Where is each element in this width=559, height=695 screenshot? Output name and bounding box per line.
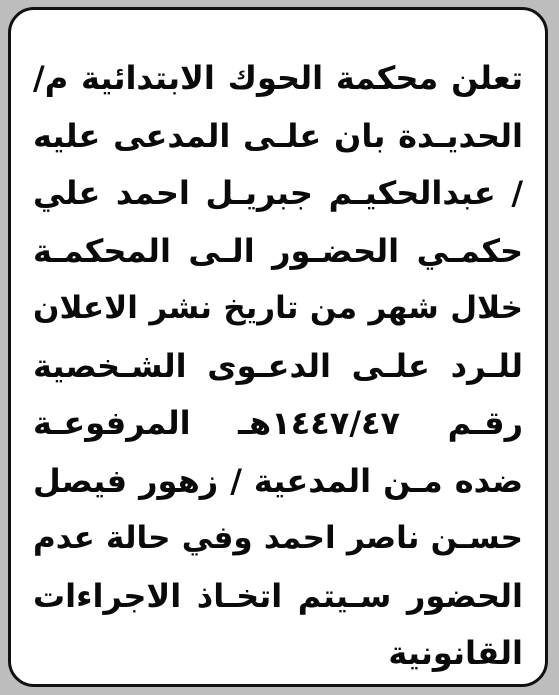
notice-line-10: الحضور سـيتم اتخـاذ الاجراءات	[33, 576, 523, 615]
notice-line-7: رقـم ١٤٤٧/٤٧هـ المرفوعـة	[33, 404, 523, 442]
notice-line-9: حسـن ناصر احمد وفي حالة عدم	[33, 520, 523, 556]
notice-line-4: حكمـي الحضـور الـى المحكمـة	[33, 231, 523, 270]
notice-line-5: خلال شهر من تاريخ نشر الاعلان	[33, 290, 523, 326]
notice-box	[8, 7, 548, 687]
notice-line-11: القانونية	[388, 634, 523, 672]
notice-line-8: ضده مـن المدعية / زهور فيصل	[33, 461, 523, 500]
notice-line-1: تعلن محكمة الحوك الابتدائية م/	[33, 59, 523, 97]
notice-text	[33, 50, 523, 683]
notice-line-2: الحديـدة بان علـى المدعى عليه	[33, 116, 523, 155]
notice-line-6: للـرد علـى الدعـوى الشـخصية	[33, 346, 523, 385]
notice-line-3: / عبدالحكيـم جبريـل احمد علي	[33, 174, 523, 212]
